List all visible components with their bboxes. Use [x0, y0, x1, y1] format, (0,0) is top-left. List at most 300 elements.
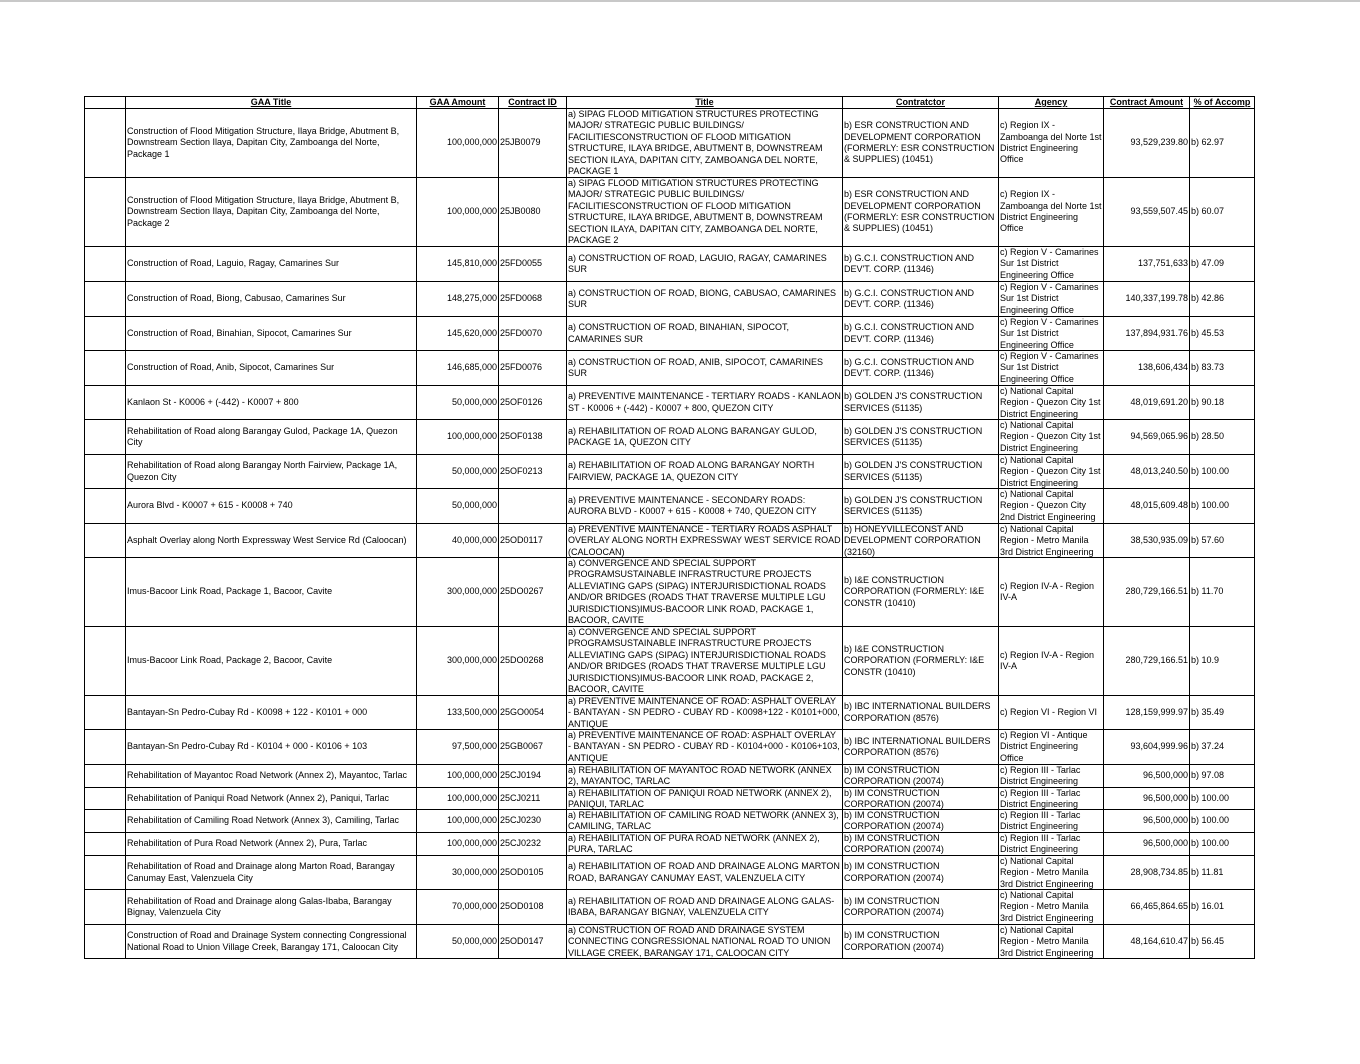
gaa-title-text: Rehabilitation of Mayantoc Road Network (Annex 2), Mayantoc, Tarlac — [127, 770, 407, 781]
table-row — [85, 765, 1255, 788]
gaa-amount-cell — [417, 890, 499, 925]
row-blank-cell — [85, 558, 126, 627]
pct-accomp-cell — [1190, 627, 1255, 696]
contractor-cell — [843, 765, 999, 788]
gaa-amount-cell — [417, 455, 499, 489]
contract-id-text: 25OD0147 — [500, 935, 544, 946]
header-agency: Agency — [999, 97, 1104, 109]
contract-amount-cell — [1104, 730, 1190, 765]
row-blank-cell — [85, 696, 126, 730]
contract-amount-text: 48,015,609.48 — [1130, 500, 1188, 511]
agency-cell — [999, 489, 1104, 524]
table-row — [85, 317, 1255, 351]
pct-accomp-text: b) 42.86 — [1191, 293, 1225, 304]
agency-text: c) Region VI - Region VI — [1000, 706, 1098, 717]
contractor-cell — [843, 282, 999, 317]
title-cell — [567, 558, 843, 627]
contract-id-cell — [499, 386, 567, 420]
gaa-amount-text: 300,000,000 — [446, 586, 497, 597]
agency-text: c) Region III - Tarlac District Engineering — [1000, 810, 1081, 832]
gaa-amount-cell — [417, 627, 499, 696]
row-blank-cell — [85, 810, 126, 833]
row-blank-cell — [85, 890, 126, 925]
gaa-amount-cell — [417, 856, 499, 890]
title-text: a) REHABILITATION OF MAYANTOC ROAD NETWORK (ANNEX 2), MAYANTOC, TARLAC — [568, 765, 832, 787]
contract-amount-text: 138,606,434 — [1137, 362, 1188, 373]
contract-id-text: 25FD0076 — [500, 362, 543, 373]
pct-accomp-text: b) 45.53 — [1191, 327, 1225, 338]
contract-amount-text: 94,569,065.96 — [1130, 431, 1188, 442]
gaa-title-text: Rehabilitation of Road along Barangay Gulod, Package 1A, Quezon City — [127, 425, 398, 447]
contract-id-text: 25FD0070 — [500, 327, 543, 338]
agency-text: c) National Capital Region - Quezon City 2nd District Engineering — [1000, 489, 1096, 522]
contract-id-text: 25CJ0194 — [500, 770, 542, 781]
pct-accomp-text: b) 90.18 — [1191, 396, 1225, 407]
gaa-title-cell — [126, 317, 417, 351]
pct-accomp-text: b) 28.50 — [1191, 431, 1225, 442]
contract-id-text: 25DO0268 — [500, 655, 544, 666]
contract-id-text: 25OD0117 — [500, 534, 543, 545]
contract-amount-text: 48,164,610.47 — [1130, 935, 1188, 946]
contracts-table — [84, 96, 1255, 959]
pct-accomp-cell — [1190, 558, 1255, 627]
pct-accomp-text: b) 37.24 — [1191, 741, 1225, 752]
contractor-cell — [843, 810, 999, 833]
title-text: a) PREVENTIVE MAINTENANCE - TERTIARY ROADS ASPHALT OVERLAY ALONG NORTH EXPRESSWAY WEST SERVICE ROAD (CALOOCAN) — [568, 524, 841, 557]
title-cell — [567, 386, 843, 420]
contract-id-text: 25FD0055 — [500, 258, 543, 269]
title-text: a) CONVERGENCE AND SPECIAL SUPPORT PROGRAMSUSTAINABLE INFRASTRUCTURE PROJECTS ALLEVIATING GAPS (SIPAG) INTERJURISDICTIONAL ROADS AND/OR BRIDGES (ROADS THAT TRAVERSE MULTIPLE LGU JURISDICTIONS)IMUS-BACOOR LINK ROAD, PACKAGE 1, BACOOR, CAVITE — [568, 558, 826, 626]
gaa-amount-text: 50,000,000 — [451, 396, 497, 407]
contract-amount-text: 96,500,000 — [1142, 815, 1188, 826]
contract-amount-text: 280,729,166.51 — [1125, 586, 1188, 597]
contract-amount-cell — [1104, 788, 1190, 810]
contractor-cell — [843, 890, 999, 925]
contract-id-cell — [499, 351, 567, 386]
pct-accomp-text: b) 11.81 — [1191, 866, 1224, 877]
contractor-cell — [843, 833, 999, 856]
agency-cell — [999, 765, 1104, 788]
gaa-title-text: Bantayan-Sn Pedro-Cubay Rd - K0104 + 000 - K0106 + 103 — [127, 741, 368, 752]
contract-id-cell — [499, 558, 567, 627]
gaa-amount-cell — [417, 730, 499, 765]
title-text: a) PREVENTIVE MAINTENANCE OF ROAD: ASPHALT OVERLAY - BANTAYAN - SN PEDRO - CUBAY RD - K0098+122 - K0101+000, ANTIQUE — [568, 696, 840, 729]
gaa-amount-cell — [417, 788, 499, 810]
contractor-text: b) GOLDEN J'S CONSTRUCTION SERVICES (51135) — [844, 460, 983, 482]
contractor-cell — [843, 489, 999, 524]
gaa-amount-cell — [417, 386, 499, 420]
table-row — [85, 524, 1255, 558]
row-blank-cell — [85, 788, 126, 810]
row-blank-cell — [85, 455, 126, 489]
row-blank-cell — [85, 833, 126, 856]
contract-id-cell — [499, 282, 567, 317]
row-blank-cell — [85, 420, 126, 455]
gaa-title-text: Construction of Flood Mitigation Structure, Ilaya Bridge, Abutment B, Downstream Section Ilaya, Dapitan City, Zamboanga del Norte, Package 1 — [127, 125, 400, 159]
gaa-amount-cell — [417, 178, 499, 247]
row-blank-cell — [85, 489, 126, 524]
pct-accomp-cell — [1190, 890, 1255, 925]
title-text: a) CONSTRUCTION OF ROAD, BINAHIAN, SIPOCOT, CAMARINES SUR — [568, 322, 790, 344]
title-text: a) CONSTRUCTION OF ROAD, ANIB, SIPOCOT, CAMARINES SUR — [568, 356, 824, 378]
gaa-amount-text: 30,000,000 — [451, 866, 497, 877]
pct-accomp-text: b) 57.60 — [1191, 534, 1225, 545]
title-cell — [567, 109, 843, 178]
gaa-amount-text: 100,000,000 — [446, 770, 497, 781]
gaa-amount-text: 100,000,000 — [446, 137, 497, 148]
gaa-title-cell — [126, 351, 417, 386]
title-cell — [567, 925, 843, 959]
gaa-title-cell — [126, 109, 417, 178]
contractor-text: b) ESR CONSTRUCTION AND DEVELOPMENT CORPORATION (FORMERLY: ESR CONSTRUCTION & SUPPLIES) (10451) — [844, 120, 995, 165]
title-text: a) REHABILITATION OF CAMILING ROAD NETWORK (ANNEX 3), CAMILING, TARLAC — [568, 810, 839, 832]
title-text: a) CONSTRUCTION OF ROAD, BIONG, CABUSAO, CAMARINES SUR — [568, 287, 837, 309]
title-cell — [567, 247, 843, 282]
title-cell — [567, 890, 843, 925]
table-row — [85, 386, 1255, 420]
table-row — [85, 833, 1255, 856]
table-row — [85, 109, 1255, 178]
contractor-text: b) IM CONSTRUCTION CORPORATION (20074) — [844, 833, 944, 855]
agency-text: c) Region IV-A - Region IV-A — [1000, 580, 1095, 602]
row-blank-cell — [85, 317, 126, 351]
agency-text: c) Region IX - Zamboanga del Norte 1st District Engineering Office — [1000, 120, 1102, 165]
agency-cell — [999, 925, 1104, 959]
pct-accomp-cell — [1190, 524, 1255, 558]
gaa-title-cell — [126, 890, 417, 925]
contractor-text: b) IM CONSTRUCTION CORPORATION (20074) — [844, 861, 944, 883]
contract-amount-cell — [1104, 890, 1190, 925]
title-cell — [567, 627, 843, 696]
gaa-amount-cell — [417, 489, 499, 524]
gaa-title-text: Rehabilitation of Road and Drainage along Galas-Ibaba, Barangay Bignay, Valenzuela City — [127, 895, 392, 917]
gaa-title-text: Construction of Road, Binahian, Sipocot, Camarines Sur — [127, 327, 352, 338]
title-text: a) REHABILITATION OF ROAD ALONG BARANGAY GULOD, PACKAGE 1A, QUEZON CITY — [568, 425, 817, 447]
title-cell — [567, 788, 843, 810]
pct-accomp-cell — [1190, 489, 1255, 524]
contract-id-text: 25FD0068 — [500, 293, 543, 304]
pct-accomp-cell — [1190, 420, 1255, 455]
pct-accomp-text: b) 100.00 — [1191, 792, 1230, 803]
contractor-cell — [843, 524, 999, 558]
contract-id-cell — [499, 524, 567, 558]
pct-accomp-text: b) 100.00 — [1191, 465, 1230, 476]
agency-text: c) National Capital Region - Metro Manila 3rd District Engineering — [1000, 856, 1094, 889]
table-body — [85, 109, 1255, 959]
title-cell — [567, 730, 843, 765]
gaa-title-cell — [126, 420, 417, 455]
agency-cell — [999, 696, 1104, 730]
contract-id-cell — [499, 178, 567, 247]
contract-id-text: 25CJ0232 — [500, 838, 542, 849]
pct-accomp-cell — [1190, 386, 1255, 420]
row-blank-cell — [85, 730, 126, 765]
title-cell — [567, 317, 843, 351]
contractor-text: b) G.C.I. CONSTRUCTION AND DEV'T. CORP. (11346) — [844, 322, 975, 344]
title-text: a) CONVERGENCE AND SPECIAL SUPPORT PROGRAMSUSTAINABLE INFRASTRUCTURE PROJECTS ALLEVIATING GAPS (SIPAG) INTERJURISDICTIONAL ROADS AND/OR BRIDGES (ROADS THAT TRAVERSE MULTIPLE LGU JURISDICTIONS)IMUS-BACOOR LINK ROAD, PACKAGE 2, BACOOR, CAVITE — [568, 627, 826, 695]
table-row — [85, 420, 1255, 455]
contract-amount-text: 137,894,931.76 — [1125, 327, 1188, 338]
gaa-title-text: Imus-Bacoor Link Road, Package 1, Bacoor, Cavite — [127, 586, 333, 597]
agency-text: c) Region III - Tarlac District Engineering — [1000, 833, 1081, 855]
table-row — [85, 455, 1255, 489]
gaa-amount-cell — [417, 833, 499, 856]
contract-id-cell — [499, 765, 567, 788]
agency-cell — [999, 386, 1104, 420]
row-blank-cell — [85, 925, 126, 959]
contractor-text: b) IM CONSTRUCTION CORPORATION (20074) — [844, 930, 944, 952]
gaa-amount-text: 133,500,000 — [446, 706, 497, 717]
contract-amount-text: 96,500,000 — [1142, 838, 1188, 849]
contractor-text: b) I&E CONSTRUCTION CORPORATION (FORMERLY: I&E CONSTR (10410) — [844, 574, 985, 608]
contractor-text: b) IM CONSTRUCTION CORPORATION (20074) — [844, 765, 944, 787]
agency-text: c) Region V - Camarines Sur 1st District Engineering Office — [1000, 351, 1099, 384]
gaa-amount-text: 100,000,000 — [446, 431, 497, 442]
agency-cell — [999, 282, 1104, 317]
title-cell — [567, 282, 843, 317]
table-row — [85, 890, 1255, 925]
gaa-title-cell — [126, 489, 417, 524]
contract-id-cell — [499, 890, 567, 925]
gaa-amount-text: 50,000,000 — [451, 935, 497, 946]
table-row — [85, 282, 1255, 317]
gaa-amount-text: 100,000,000 — [446, 792, 497, 803]
contract-amount-cell — [1104, 696, 1190, 730]
contractor-text: b) G.C.I. CONSTRUCTION AND DEV'T. CORP. (11346) — [844, 252, 975, 274]
gaa-title-cell — [126, 558, 417, 627]
gaa-amount-cell — [417, 317, 499, 351]
title-cell — [567, 351, 843, 386]
contract-id-text: 25CJ0230 — [500, 815, 542, 826]
contract-amount-cell — [1104, 833, 1190, 856]
contractor-text: b) HONEYVILLECONST AND DEVELOPMENT CORPORATION (32160) — [844, 524, 981, 557]
contract-id-cell — [499, 317, 567, 351]
gaa-title-text: Kanlaon St - K0006 + (-442) - K0007 + 800 — [127, 396, 299, 407]
table-row — [85, 696, 1255, 730]
contract-amount-cell — [1104, 178, 1190, 247]
gaa-title-text: Asphalt Overlay along North Expressway West Service Rd (Caloocan) — [127, 534, 407, 545]
contract-amount-cell — [1104, 765, 1190, 788]
header-blank — [85, 97, 126, 109]
gaa-title-text: Construction of Road, Anib, Sipocot, Camarines Sur — [127, 362, 335, 373]
gaa-amount-text: 97,500,000 — [451, 741, 497, 752]
contractor-text: b) IM CONSTRUCTION CORPORATION (20074) — [844, 788, 944, 809]
contract-id-cell — [499, 833, 567, 856]
table-row — [85, 178, 1255, 247]
gaa-amount-text: 148,275,000 — [446, 293, 497, 304]
title-cell — [567, 833, 843, 856]
contractor-cell — [843, 178, 999, 247]
gaa-title-cell — [126, 856, 417, 890]
table-row — [85, 925, 1255, 959]
pct-accomp-cell — [1190, 351, 1255, 386]
agency-cell — [999, 890, 1104, 925]
agency-text: c) National Capital Region - Quezon City 1st District Engineering — [1000, 455, 1101, 488]
gaa-title-cell — [126, 833, 417, 856]
contractor-text: b) I&E CONSTRUCTION CORPORATION (FORMERLY: I&E CONSTR (10410) — [844, 643, 985, 677]
contractor-text: b) G.C.I. CONSTRUCTION AND DEV'T. CORP. (11346) — [844, 356, 975, 378]
pct-accomp-cell — [1190, 696, 1255, 730]
gaa-amount-cell — [417, 351, 499, 386]
contract-id-text: 25DO0267 — [500, 586, 544, 597]
agency-text: c) Region III - Tarlac District Engineering — [1000, 765, 1081, 787]
contract-id-cell — [499, 788, 567, 810]
title-text: a) CONSTRUCTION OF ROAD AND DRAINAGE SYSTEM CONNECTING CONGRESSIONAL NATIONAL ROAD TO UNION VILLAGE CREEK, BARANGAY 171, CALOOCAN CITY — [568, 925, 831, 958]
contract-amount-text: 96,500,000 — [1142, 792, 1188, 803]
contract-id-cell — [499, 696, 567, 730]
row-blank-cell — [85, 178, 126, 247]
pct-accomp-cell — [1190, 833, 1255, 856]
pct-accomp-text: b) 100.00 — [1191, 500, 1230, 511]
contract-id-cell — [499, 730, 567, 765]
header-contractor: Contratctor — [843, 97, 999, 109]
contract-id-cell — [499, 925, 567, 959]
contractor-text: b) IBC INTERNATIONAL BUILDERS CORPORATION (8576) — [844, 735, 991, 757]
header-gaa-amount: GAA Amount — [417, 97, 499, 109]
contract-id-text: 25OF0126 — [500, 396, 543, 407]
contract-amount-cell — [1104, 925, 1190, 959]
row-blank-cell — [85, 386, 126, 420]
gaa-title-text: Aurora Blvd - K0007 + 615 - K0008 + 740 — [127, 500, 293, 511]
table-header-row — [85, 97, 1255, 109]
contractor-cell — [843, 925, 999, 959]
agency-cell — [999, 524, 1104, 558]
table-row — [85, 730, 1255, 765]
agency-cell — [999, 788, 1104, 810]
gaa-amount-text: 100,000,000 — [446, 838, 497, 849]
pct-accomp-text: b) 47.09 — [1191, 258, 1225, 269]
contractor-text: b) GOLDEN J'S CONSTRUCTION SERVICES (51135) — [844, 391, 983, 413]
contract-amount-cell — [1104, 109, 1190, 178]
contract-id-text: 25OD0108 — [500, 901, 544, 912]
title-text: a) SIPAG FLOOD MITIGATION STRUCTURES PROTECTING MAJOR/ STRATEGIC PUBLIC BUILDINGS/ FACILITIESCONSTRUCTION OF FLOOD MITIGATION STRUCTURE, ILAYA BRIDGE, ABUTMENT B, DOWNSTREAM SECTION ILAYA, DAPITAN CITY, ZAMBOANGA DEL NORTE, PACKAGE 1 — [568, 109, 823, 177]
contract-amount-text: 93,604,999.96 — [1130, 741, 1188, 752]
pct-accomp-cell — [1190, 856, 1255, 890]
row-blank-cell — [85, 282, 126, 317]
pct-accomp-text: b) 62.97 — [1191, 137, 1225, 148]
agency-text: c) National Capital Region - Quezon City 1st District Engineering — [1000, 420, 1101, 453]
title-cell — [567, 489, 843, 524]
gaa-title-cell — [126, 925, 417, 959]
gaa-title-cell — [126, 282, 417, 317]
gaa-amount-text: 70,000,000 — [451, 901, 497, 912]
contract-id-text: 25OF0138 — [500, 431, 543, 442]
contract-amount-cell — [1104, 351, 1190, 386]
contractor-cell — [843, 627, 999, 696]
gaa-title-cell — [126, 247, 417, 282]
title-text: a) REHABILITATION OF PANIQUI ROAD NETWORK (ANNEX 2), PANIQUI, TARLAC — [568, 788, 832, 809]
contract-amount-text: 137,751,633 — [1137, 258, 1188, 269]
contract-amount-cell — [1104, 247, 1190, 282]
contractor-text: b) G.C.I. CONSTRUCTION AND DEV'T. CORP. (11346) — [844, 287, 975, 309]
title-text: a) PREVENTIVE MAINTENANCE OF ROAD: ASPHALT OVERLAY - BANTAYAN - SN PEDRO - CUBAY RD - K0104+000 - K0106+103, ANTIQUE — [568, 730, 840, 763]
gaa-amount-text: 50,000,000 — [451, 465, 497, 476]
gaa-amount-text: 146,685,000 — [446, 362, 497, 373]
table-row — [85, 489, 1255, 524]
contract-id-cell — [499, 420, 567, 455]
agency-text: c) Region III - Tarlac District Engineering — [1000, 788, 1081, 809]
title-cell — [567, 420, 843, 455]
contract-amount-text: 48,019,691.20 — [1130, 396, 1188, 407]
row-blank-cell — [85, 627, 126, 696]
pct-accomp-text: b) 100.00 — [1191, 838, 1230, 849]
contract-amount-text: 28,908,734.85 — [1130, 866, 1188, 877]
gaa-amount-cell — [417, 282, 499, 317]
agency-cell — [999, 420, 1104, 455]
gaa-title-text: Construction of Road, Laguio, Ragay, Camarines Sur — [127, 258, 339, 269]
row-blank-cell — [85, 109, 126, 178]
contractor-cell — [843, 247, 999, 282]
gaa-amount-text: 100,000,000 — [446, 206, 497, 217]
contract-id-text: 25OD0105 — [500, 866, 544, 877]
gaa-title-text: Bantayan-Sn Pedro-Cubay Rd - K0098 + 122 - K0101 + 000 — [127, 706, 368, 717]
pct-accomp-cell — [1190, 109, 1255, 178]
agency-text: c) Region V - Camarines Sur 1st District Engineering Office — [1000, 247, 1099, 280]
gaa-title-text: Rehabilitation of Pura Road Network (Annex 2), Pura, Tarlac — [127, 838, 367, 849]
contract-id-cell — [499, 247, 567, 282]
title-cell — [567, 856, 843, 890]
table-row — [85, 788, 1255, 810]
title-cell — [567, 524, 843, 558]
gaa-title-cell — [126, 524, 417, 558]
gaa-amount-cell — [417, 109, 499, 178]
gaa-amount-text: 300,000,000 — [446, 655, 497, 666]
pct-accomp-text: b) 56.45 — [1191, 935, 1225, 946]
contractor-cell — [843, 856, 999, 890]
gaa-amount-cell — [417, 558, 499, 627]
pct-accomp-cell — [1190, 178, 1255, 247]
contract-id-cell — [499, 810, 567, 833]
agency-cell — [999, 178, 1104, 247]
gaa-amount-text: 145,620,000 — [446, 327, 497, 338]
agency-text: c) National Capital Region - Quezon City 1st District Engineering — [1000, 386, 1101, 419]
contractor-cell — [843, 420, 999, 455]
pct-accomp-cell — [1190, 925, 1255, 959]
contract-amount-cell — [1104, 489, 1190, 524]
contractor-cell — [843, 109, 999, 178]
contract-amount-text: 280,729,166.51 — [1125, 655, 1188, 666]
gaa-title-text: Rehabilitation of Road along Barangay North Fairview, Package 1A, Quezon City — [127, 460, 398, 482]
contractor-cell — [843, 386, 999, 420]
contract-id-text: 25CJ0211 — [500, 792, 541, 803]
pct-accomp-text: b) 60.07 — [1191, 206, 1225, 217]
agency-cell — [999, 351, 1104, 386]
gaa-amount-cell — [417, 765, 499, 788]
contract-id-cell — [499, 627, 567, 696]
header-gaa-title: GAA Title — [126, 97, 417, 109]
gaa-title-cell — [126, 627, 417, 696]
gaa-amount-text: 100,000,000 — [446, 815, 497, 826]
gaa-amount-cell — [417, 420, 499, 455]
contract-amount-cell — [1104, 627, 1190, 696]
contract-id-text: 25GO0054 — [500, 706, 545, 717]
gaa-amount-text: 145,810,000 — [446, 258, 497, 269]
table-row — [85, 810, 1255, 833]
title-cell — [567, 810, 843, 833]
agency-cell — [999, 833, 1104, 856]
header-pct-accomp: % of Accomp — [1190, 97, 1255, 109]
table-row — [85, 856, 1255, 890]
gaa-title-cell — [126, 178, 417, 247]
pct-accomp-cell — [1190, 247, 1255, 282]
contract-amount-text: 93,529,239.80 — [1130, 137, 1188, 148]
row-blank-cell — [85, 765, 126, 788]
title-cell — [567, 178, 843, 247]
gaa-title-cell — [126, 455, 417, 489]
table-row — [85, 247, 1255, 282]
pct-accomp-text: b) 35.49 — [1191, 706, 1225, 717]
contractor-cell — [843, 351, 999, 386]
